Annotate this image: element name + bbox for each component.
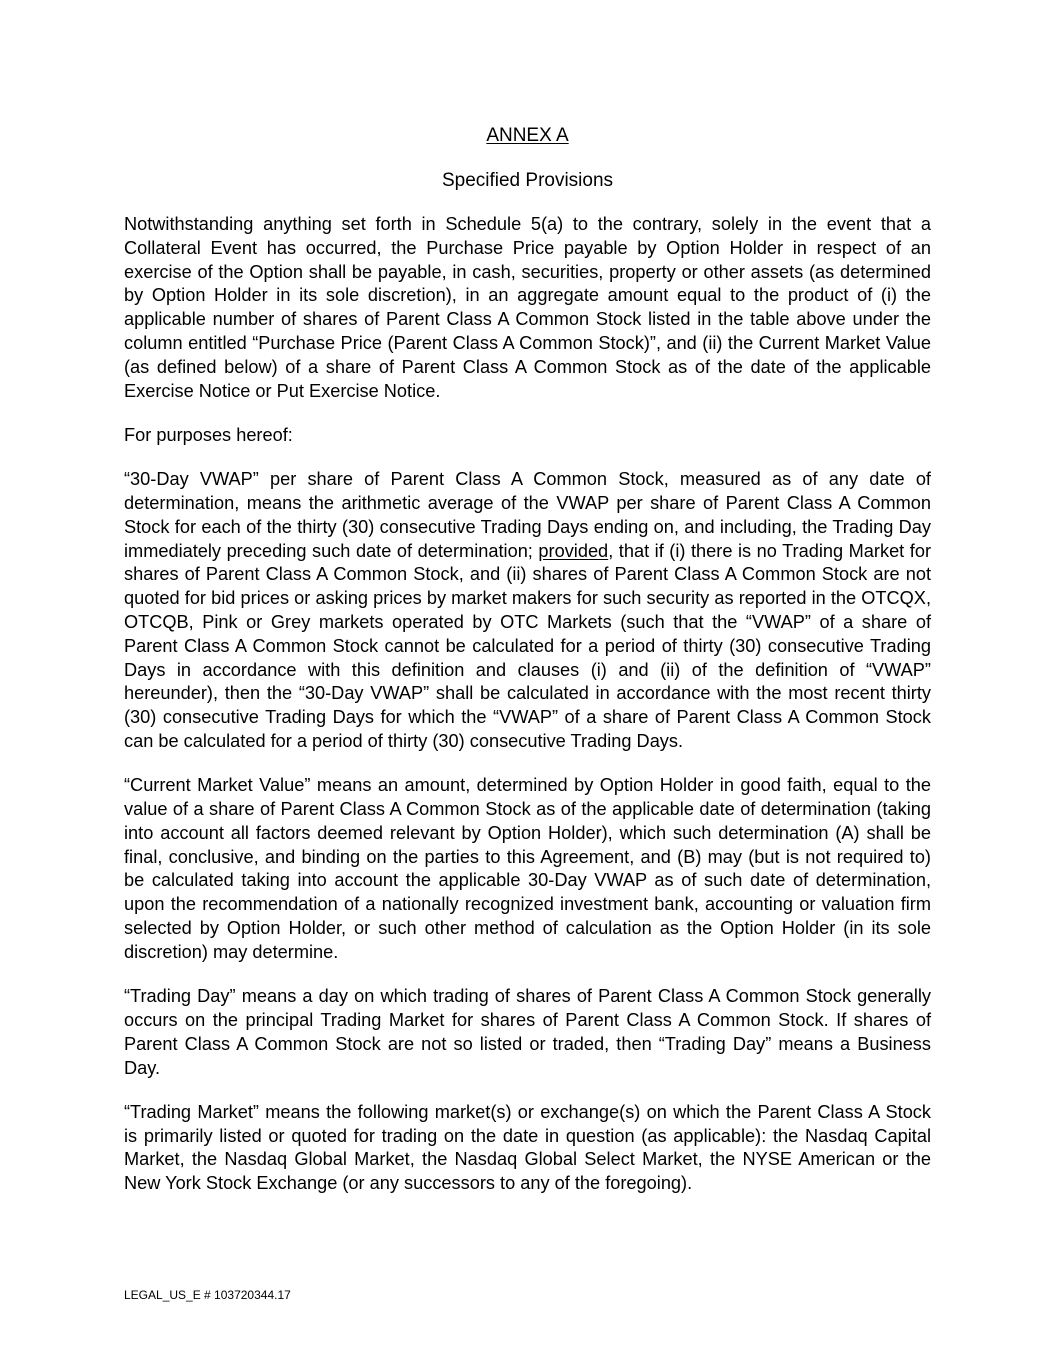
annex-subtitle: Specified Provisions — [441, 170, 614, 191]
provided-term: provided — [538, 540, 609, 561]
document-footer-id: LEGAL_US_E # 103720344.17 — [124, 1288, 291, 1302]
vwap-text-after: , that if (i) there is no Trading Market for shares of Parent Class A Common Stock, and (ii) shares of Parent Class A Common Stock are not quoted for bid prices or asking prices by market makers for such security as reported in the OTCQX, OTCQB, Pink or Grey markets operated by OTC Markets (such that the “VWAP” of a share of Parent Class A Common Stock cannot be calculated for a period of thirty (30) consecutive Trading Days in accordance with this definition and clauses (i) and (ii) of the definition of “VWAP” hereunder), then the “30-Day VWAP” shall be calculated in accordance with the most recent thirty (30) consecutive Trading Days for which the “VWAP” of a share of Parent Class A Common Stock can be calculated for a period of thirty (30) consecutive Trading Days. — [124, 540, 931, 751]
vwap-text-before: “30-Day VWAP” per share of Parent Class A Common Stock, measured as of any date of determination, means the arithmetic average of the VWAP per share of Parent Class A Common Stock for each of the thirty (30) consecutive Trading Days ending on, and including, the Trading Day immediately preceding such date of determination; — [124, 469, 931, 561]
trading-market-paragraph: “Trading Market” means the following market(s) or exchange(s) on which the Parent Class A Stock is primarily listed or quoted for trading on the date in question (as applicable): the Nasdaq Capital Market, the Nasdaq Global Market, the Nasdaq Global Select Market, the NYSE American or the New York Stock Exchange (or any successors to any of the foregoing). — [124, 1101, 931, 1194]
vwap-definition-paragraph — [124, 468, 931, 754]
intro-paragraph: Notwithstanding anything set forth in Schedule 5(a) to the contrary, solely in the event that a Collateral Event has occurred, the Purchase Price payable by Option Holder in respect of an exercise of the Option shall be payable, in cash, securities, property or other assets (as determined by Option Holder in its sole discretion), in an aggregate amount equal to the product of (i) the applicable number of shares of Parent Class A Common Stock listed in the table above under the column entitled “Purchase Price (Parent Class A Common Stock)”, and (ii) the Current Market Value (as defined below) of a share of Parent Class A Common Stock as of the date of the applicable Exercise Notice or Put Exercise Notice. — [124, 214, 931, 401]
document-body — [124, 213, 931, 1216]
purposes-paragraph: For purposes hereof: — [124, 424, 293, 445]
annex-title: ANNEX A — [486, 125, 569, 146]
current-market-value-paragraph: “Current Market Value” means an amount, determined by Option Holder in good faith, equal to the value of a share of Parent Class A Common Stock as of the applicable date of determination (taking into account all factors deemed relevant by Option Holder), which such determination (A) shall be final, conclusive, and binding on the parties to this Agreement, and (B) may (but is not required to) be calculated taking into account the applicable 30-Day VWAP as of such date of determination, upon the recommendation of a nationally recognized investment bank, accounting or valuation firm selected by Option Holder, or such other method of calculation as the Option Holder (in its sole discretion) may determine. — [124, 775, 931, 962]
trading-day-paragraph: “Trading Day” means a day on which trading of shares of Parent Class A Common Stock generally occurs on the principal Trading Market for shares of Parent Class A Common Stock. If shares of Parent Class A Common Stock are not so listed or traded, then “Trading Day” means a Business Day. — [124, 986, 931, 1078]
